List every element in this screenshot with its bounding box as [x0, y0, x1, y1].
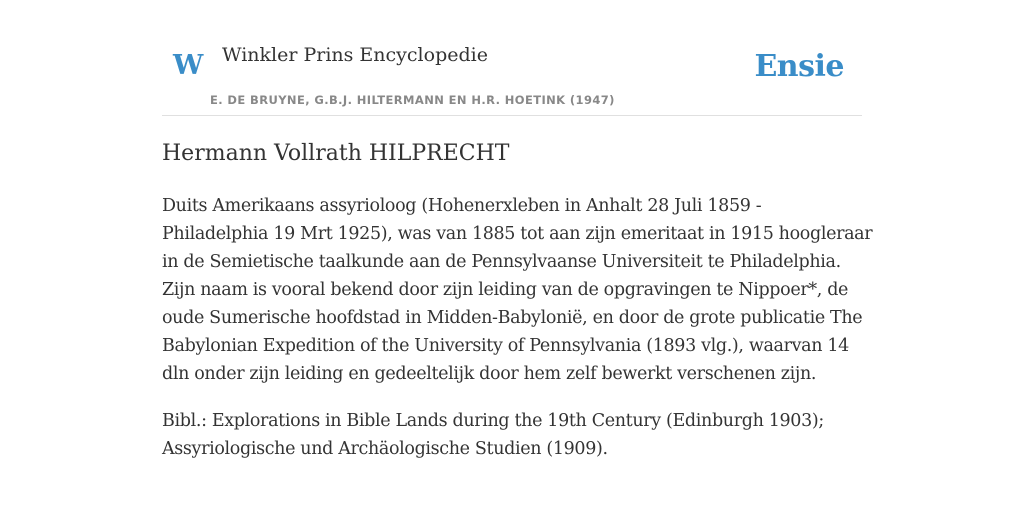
- ensie-brand-logo[interactable]: Ensie: [754, 49, 844, 84]
- entry-body: [162, 192, 873, 388]
- entry-title: Hermann Vollrath HILPRECHT: [162, 141, 510, 166]
- body-line: Babylonian Expedition of the University of Pennsylvania (1893 vlg.), waarvan 14: [162, 336, 849, 356]
- body-line: Duits Amerikaans assyrioloog (Hohenerxleben in Anhalt 28 Juli 1859 -: [162, 196, 762, 216]
- body-line: Philadelphia 19 Mrt 1925), was van 1885 tot aan zijn emeritaat in 1915 hoogleraar: [162, 224, 873, 244]
- body-line: oude Sumerische hoofdstad in Midden-Babylonië, en door de grote publicatie The: [162, 308, 863, 328]
- header: [162, 0, 862, 116]
- entry-bibliography: [162, 407, 862, 463]
- bibliography-line: Assyriologische und Archäologische Studien (1909).: [162, 439, 608, 459]
- publication-authors: E. DE BRUYNE, G.B.J. HILTERMANN EN H.R. HOETINK (1947): [210, 93, 615, 107]
- page-container: [162, 0, 873, 459]
- body-line: dln onder zijn leiding en gedeeltelijk door hem zelf bewerkt verschenen zijn.: [162, 364, 817, 384]
- body-line: in de Semietische taalkunde aan de Pennsylvaanse Universiteit te Philadelphia.: [162, 252, 841, 272]
- winkler-prins-logo[interactable]: W: [173, 50, 204, 81]
- publication-title[interactable]: Winkler Prins Encyclopedie: [222, 44, 488, 66]
- bibliography-line: Bibl.: Explorations in Bible Lands during the 19th Century (Edinburgh 1903);: [162, 411, 824, 431]
- body-line: Zijn naam is vooral bekend door zijn leiding van de opgravingen te Nippoer*, de: [162, 280, 849, 300]
